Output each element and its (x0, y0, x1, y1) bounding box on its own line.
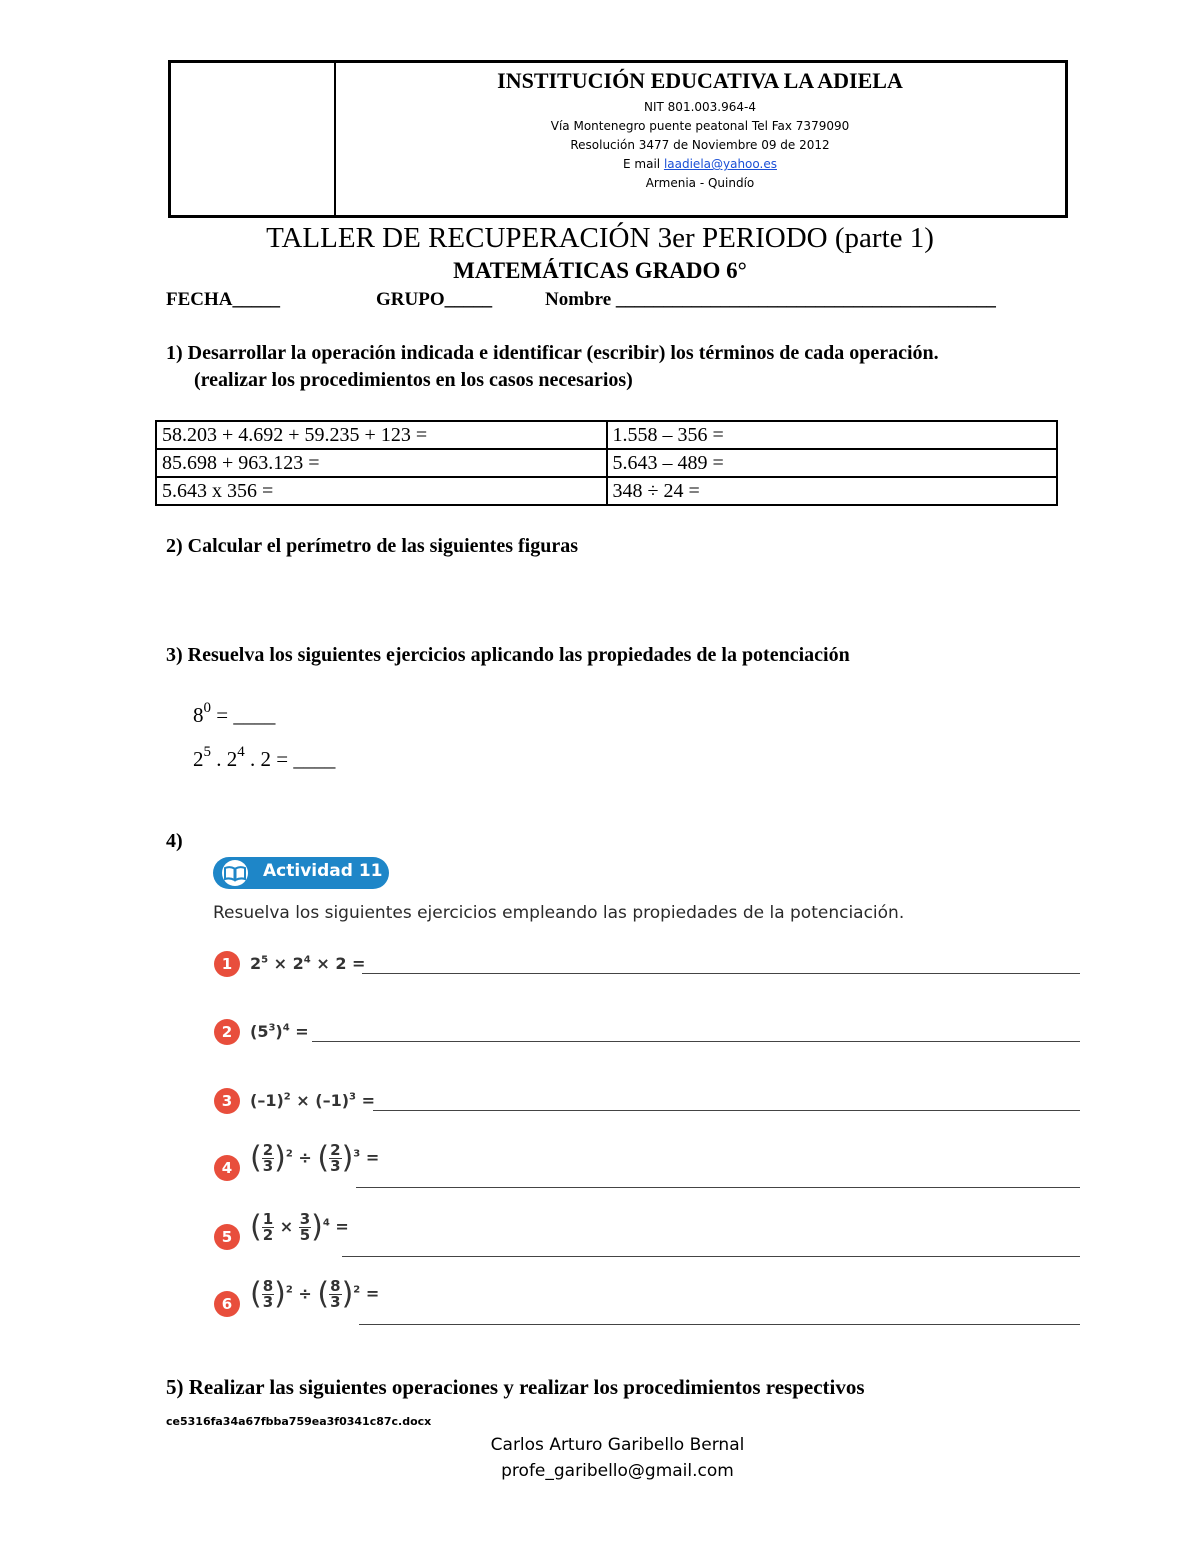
q3-ex1-base: 8 (193, 703, 204, 727)
answer-line (312, 1041, 1080, 1042)
table-row (156, 421, 1057, 449)
header-email-link[interactable]: laadiela@yahoo.es (663, 157, 777, 171)
denominator: 2 (262, 1226, 274, 1244)
expr-exp: 4 (303, 954, 311, 966)
q3-ex2-base: 2 (193, 747, 204, 771)
operator: × (279, 1217, 294, 1236)
fecha-field: FECHA_____ (166, 289, 280, 310)
expr-exp: 5 (261, 954, 269, 966)
q3-ex2-mid: . 2 (211, 747, 238, 771)
book-icon (216, 860, 254, 886)
exercise-expression (250, 1140, 380, 1176)
fraction (329, 1143, 341, 1174)
paren-close: ) (341, 1140, 354, 1176)
institution-name: INSTITUCIÓN EDUCATIVA LA ADIELA (497, 68, 903, 93)
exercise-expression (250, 1276, 380, 1312)
paren-open: ( (317, 1276, 330, 1312)
paren-close: ) (311, 1209, 323, 1245)
expr-part: ) (275, 1022, 283, 1041)
expr-exp: 3 (353, 1148, 361, 1160)
header-address: Vía Montenegro puente peatonal Tel Fax 7379090 (550, 119, 850, 133)
numerator: 2 (330, 1141, 341, 1159)
q4-label: 4) (166, 830, 183, 852)
denominator: 3 (330, 1293, 341, 1311)
file-id: ce5316fa34a67fbba759ea3f0341c87c.docx (166, 1415, 432, 1428)
expr-exp: 2 (285, 1284, 293, 1296)
q3-ex2-exp2: 4 (237, 744, 245, 760)
table-cell: 5.643 – 489 = (607, 449, 1058, 477)
fraction (262, 1279, 274, 1310)
numerator: 8 (262, 1277, 274, 1295)
paren-open: ( (250, 1140, 262, 1176)
exercise-expression (250, 1091, 375, 1110)
expr-exp: 4 (282, 1022, 290, 1034)
denominator: 3 (262, 1293, 274, 1311)
exercise-expression (250, 1022, 309, 1041)
paren-close: ) (274, 1140, 286, 1176)
table-cell: 58.203 + 4.692 + 59.235 + 123 = (156, 421, 607, 449)
table-row (156, 449, 1057, 477)
expr-part: = (289, 1022, 309, 1041)
fraction (262, 1143, 274, 1174)
exercise-number: 6 (214, 1291, 240, 1317)
fraction (299, 1212, 311, 1243)
exercise-expression (250, 1209, 349, 1245)
q5-instruction: 5) Realizar las siguientes operaciones y realizar los procedimientos respectivos (166, 1375, 865, 1399)
q3-instruction: 3) Resuelva los siguientes ejercicios aplicando las propiedades de la potenciación (166, 644, 850, 666)
equals-sign: = (365, 1284, 380, 1303)
operator: ÷ (298, 1148, 312, 1167)
paren-open: ( (250, 1209, 262, 1245)
operations-table (155, 420, 1058, 506)
activity-instruction: Resuelva los siguientes ejercicios empleando las propiedades de la potenciación. (213, 903, 905, 923)
q3-ex1-rest: = ____ (211, 703, 276, 727)
table-cell: 85.698 + 963.123 = (156, 449, 607, 477)
paren-open: ( (250, 1276, 262, 1312)
activity-badge (213, 857, 389, 889)
document-subtitle: MATEMÁTICAS GRADO 6° (453, 258, 747, 283)
header-nit: NIT 801.003.964-4 (644, 100, 756, 114)
paren-close: ) (274, 1276, 286, 1312)
paren-close: ) (341, 1276, 354, 1312)
exercise-number: 5 (214, 1224, 240, 1250)
numerator: 3 (299, 1210, 311, 1228)
author-name: Carlos Arturo Garibello Bernal (490, 1435, 745, 1455)
exercise-number: 3 (214, 1088, 240, 1114)
expr-exp: 2 (353, 1284, 361, 1296)
exercise-number: 2 (214, 1019, 240, 1045)
paren-open: ( (317, 1140, 330, 1176)
expr-part: × 2 (268, 954, 304, 973)
q1-instruction: 1) Desarrollar la operación indicada e identificar (escribir) los términos de cada operación. (166, 342, 939, 364)
answer-line (362, 973, 1080, 974)
answer-line (356, 1187, 1080, 1188)
numerator: 2 (262, 1141, 274, 1159)
document-title: TALLER DE RECUPERACIÓN 3er PERIODO (parte 1) (266, 222, 934, 254)
q2-instruction: 2) Calcular el perímetro de las siguientes figuras (166, 535, 578, 557)
equals-sign: = (335, 1217, 349, 1236)
expr-part: × (–1) (290, 1091, 350, 1110)
author-email: profe_garibello@gmail.com (501, 1461, 734, 1481)
equals-sign: = (365, 1148, 380, 1167)
answer-line (359, 1324, 1080, 1325)
header-email-prefix: E mail (623, 157, 664, 171)
exercise-expression (250, 954, 365, 973)
table-row (156, 477, 1057, 505)
numerator: 8 (330, 1277, 341, 1295)
fraction (262, 1212, 274, 1243)
operator: ÷ (298, 1284, 312, 1303)
expr-part: 2 (250, 954, 262, 973)
header-city: Armenia - Quindío (645, 176, 755, 190)
exercise-number: 4 (214, 1155, 240, 1181)
expr-exp: 2 (283, 1091, 291, 1103)
activity-label: Actividad 11 (263, 861, 383, 881)
table-cell: 5.643 x 356 = (156, 477, 607, 505)
grupo-field: GRUPO_____ (376, 289, 493, 310)
answer-line (373, 1110, 1080, 1111)
q3-exercise-1 (193, 702, 275, 728)
exercise-number: 1 (214, 951, 240, 977)
table-cell: 348 ÷ 24 = (607, 477, 1058, 505)
expr-exp: 3 (268, 1022, 276, 1034)
header-resolution: Resolución 3477 de Noviembre 09 de 2012 (570, 138, 830, 152)
expr-part: = (356, 1091, 375, 1110)
q3-ex2-rest: . 2 = ____ (244, 747, 336, 771)
q3-ex1-exp: 0 (203, 700, 211, 716)
q1-note: (realizar los procedimientos en los casos necesarios) (194, 369, 633, 391)
expr-exp: 3 (349, 1091, 357, 1103)
header-email-line (335, 157, 1065, 171)
expr-exp: 2 (285, 1148, 293, 1160)
answer-line (342, 1256, 1080, 1257)
expr-exp: 4 (322, 1217, 330, 1229)
table-cell: 1.558 – 356 = (607, 421, 1058, 449)
expr-part: (–1) (250, 1091, 284, 1110)
fraction (329, 1279, 341, 1310)
expr-part: × 2 = (310, 954, 366, 973)
expr-part: (5 (250, 1022, 269, 1041)
numerator: 1 (262, 1210, 274, 1228)
q3-ex2-exp1: 5 (203, 744, 211, 760)
denominator: 3 (262, 1157, 274, 1175)
q3-exercise-2 (193, 746, 335, 772)
denominator: 5 (299, 1226, 311, 1244)
denominator: 3 (330, 1157, 341, 1175)
nombre-field: Nombre ________________________________________ (545, 289, 996, 310)
